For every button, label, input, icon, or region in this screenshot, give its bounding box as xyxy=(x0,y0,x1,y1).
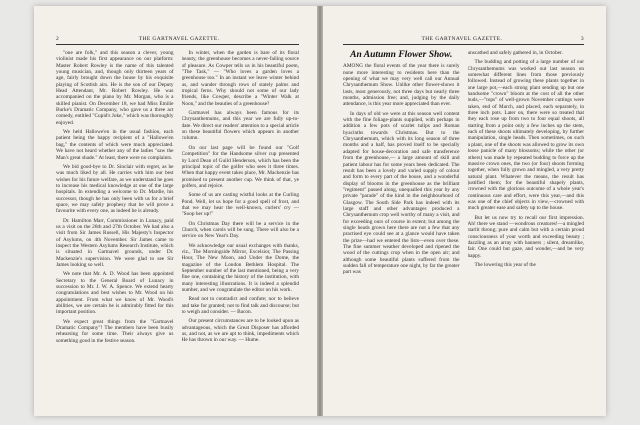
left-page-number: 2 xyxy=(56,36,60,42)
right-column-2 xyxy=(468,50,585,396)
right-column-1 xyxy=(343,50,460,396)
paragraph: In winter, when the garden is bare of its floral beauty, the greenhouse becomes a never-failing source of pleasure. As Cowper tells us in his beautiful poem, "The Task," — "Who loves a garden loves a greenhouse too." In an instant we leave winter behind us, and wander through rows of stately palms and tropical ferns. Why should not some of our lady friends, like Cowper, describe a "Winter Walk at Noon," and the beauties of a greenhouse? xyxy=(181,50,299,107)
paragraph: The lowering this year of the xyxy=(474,262,536,268)
left-running-title: THE GARTNAVEL GAZETTE. xyxy=(138,36,220,42)
paragraph: We held Hallowe'en in the usual fashion, each patient being the happy recipient of a "Hallowe'en bag," the contents of which were much appreciated. We have not heard whether any of the ladies "saw the Man's great shade." At least, there were no complaints. xyxy=(56,129,174,161)
right-running-title: THE GARTNAVEL GAZETTE. xyxy=(421,36,503,42)
left-column-1 xyxy=(56,50,174,396)
paragraph: We acknowledge our usual exchanges with thanks, viz., The Morningside Mirror, Excelsior, The Passing Hour, The New Moon, and Under the Dome, the magazine of the London Bethlem Hospital. The September number of the last mentioned, being a very fine one, containing the history of the institution, with many interesting illustrations. It is indeed a splendid number, and we congratulate the editor on his work. xyxy=(181,242,299,294)
right-page xyxy=(323,6,606,416)
left-column-2 xyxy=(182,50,300,396)
right-page-number: 3 xyxy=(580,36,584,42)
paragraph: "one are folk," and this season a clever, young violinist made his first appearance on our platform: Master Robert Rowley is the name of this talented young musician, and, though only thirteen years of age, fairly brought down the house by his exquisite playing of Scottish airs. He is the son of our Deputy Head Attendant, Mr. Robert Rowley. He was accompanied on the piano by Mr. Morgan, who is a skilled pianist. On December 18, we had Miss Emilie Burke's Dramatic Company, who gave us a three act comedy, entitled "Cupid's Joke," which was thoroughly enjoyed. xyxy=(56,50,174,126)
magazine-spread xyxy=(34,6,606,416)
paragraph: AMONG the floral events of the year there is surely none more interesting to residents here than the opening of what we may very well call our Annual Chrysanthemum Show. Unlike other flower-shows it lasts, most generously, not three days but nearly three months, admission free; and, judging by the daily attendance, is this year more appreciated than ever. xyxy=(343,63,460,108)
right-running-head xyxy=(343,36,584,45)
paragraph: Dr. Hamilton Marr, Commissioner in Lunacy, paid us a visit on the 26th and 27th October. We had also a visit from Sir James Russell, His Majesty's Inspector of Asylums, on 4th November. Sir James came to inspect the Western Asylums Research Institute, which is situated in Gartnavel grounds, under Dr. Mackenzie's supervision. We were glad to see Sir James looking so well. xyxy=(56,217,174,268)
paragraph: We note that Mr. A. D. Wood has been appointed Secretary to the General Board of Lunacy in succession to Mr. J. W. A. Spence. We extend hearty congratulations and best wishes to Mr. Wood on his appointment. From what we know of Mr. Wood's abilities, we are certain he is admirably fitted for this important position. xyxy=(56,271,174,316)
paragraph: unscathed and safely gathered in, in October. xyxy=(467,50,563,56)
left-columns xyxy=(56,50,299,396)
paragraph: But let us now try to recall our first impression. Ah! there we stand —wondrous creatures!—a mingled starlit throng; pure and calm but with a certain proud consciousness of your worth and exceeding beauty ; dazzling as an array with banners ; silent, dreamlike, fair. One could but gaze, and wonder,—and be very happy. xyxy=(467,214,584,259)
article-title: An Autumn Flower Show. xyxy=(350,50,453,60)
paragraph: Gartnavel has always been famous for its Chrysanthemums, and this year we are fully up-to-date. We direct our readers' attention to a special article on these beautiful flowers which appears in another column. xyxy=(181,110,299,142)
left-page xyxy=(34,6,317,416)
paragraph: In days of old we were at this season well content with the fine foliage-plants supplied, with perhaps in addition a few pots of scarlet tulips and Roman hyacinths towards Christmas. But to the Chrysanthemum, which with its long season of three months and a half, has proved itself to be specially adapted for house-decoration and safe transference from the greenhouse,— a large amount of skill and patient labour has for some years been dedicated. The result has been a lovely and varied supply of colour and form to every part of the house, and a wonderful display of blooms in the greenhouse as the brilliant "regiment" passed along, unequalled this year by any private "parade" of the kind in the neighbourhood of Glasgow. The South Side Park has indeed with its large staff and other advantages produced a Chrysanthemum crop well worthy of many a visit, and for exceeding ours of course in extent; but among the single heads grown here there are not a few that any practised eye could see at a glance would have taken the prize—had we entered the lists—even over these. The fine summer weather developed and ripened the wood of the cuttings crop when in the open air; and although some beautiful plants suffered from the sudden fall of temperature one night, by far the greater part was xyxy=(343,110,460,276)
right-columns xyxy=(343,50,584,396)
paragraph: On our last page will be found our "Golf Competition" for the Handsome silver cup presented by Lord Dean of Guild Henderson, which has been the principal topic of the golfer who sees it three times. When that happy event takes place, Mr. Mackenzie has promised to present another cup. We think of that, ye golfers, and rejoice. xyxy=(181,144,299,189)
paragraph: We bid good-bye to Dr. Sinclair with regret, as he was much liked by all. He carries with him our best wishes for his future welfare, as we understand he goes to increase his medical knowledge at one of the large hospitals. In extending a welcome to Dr. Mardie, his successor, though he has only been with us for a brief space, we may safely prophesy that he will prove a favourite with every one, as indeed he is already. xyxy=(56,163,174,215)
paragraph: The budding and potting of a large number of our Chrysanthemums was worked out last season on somewhat different lines from those previously followed. Instead of growing these plants together in one large pot,—each strong plant sending up but one handsome "crown" bloom at the cost of all the other buds,—"tops" of well-grown November cuttings were taken, end of March, and placed, each separately, in three inch pots. Later on, there were so treated that they each rose up from two to four equal shoots, all starting from a point only a few inches up the stem, each of these shoots ultimately developing, by further manipulation, single heads. Then sometimes, on such a plant, one of the shoots was allowed to grow its own loose panicle of many blossoms; while the other (or others) was made by repeated budding to force up the massive crown ones, the two (or four) shoots forming together, when fully grown and mingled, a very pretty natural plant. Whatever the means, the result has justified them; for the beautiful shapely plants, crowned with the glorious outcome of a whole year's continuous care and effort, were this year,—and this was one of the chief objects in view,—crowned with much greater ease and safety up to the house. xyxy=(467,59,584,212)
left-running-head xyxy=(56,36,299,45)
paragraph: Read not to contradict and confute; nor to believe and take for granted; not to find talk and discourse; but to weigh and consider. — Bacon. xyxy=(181,296,299,316)
paragraph: Some of us are casting wistful looks at the Curling Pond. Well, let us hope for a good spell of frost, and that we may hear the well-known, curlers' cry — "Soop her up!" xyxy=(181,192,299,218)
paragraph: Our present circumstances are to be looked upon as advantageous, which the Great Disposer has afforded us, and not, as we are apt to think, impediments which He has thrown in our way. — Hume. xyxy=(181,318,299,344)
paragraph: We expect great things from the "Gartnavel Dramatic Company"! The members have been busily rehearsing for some time. Their always give us something good in the festive season. xyxy=(56,318,174,344)
paragraph: On Christmas Day there will be a service in the Church, when carols will be sung. There will also be a service on New Year's Day. xyxy=(181,220,299,240)
